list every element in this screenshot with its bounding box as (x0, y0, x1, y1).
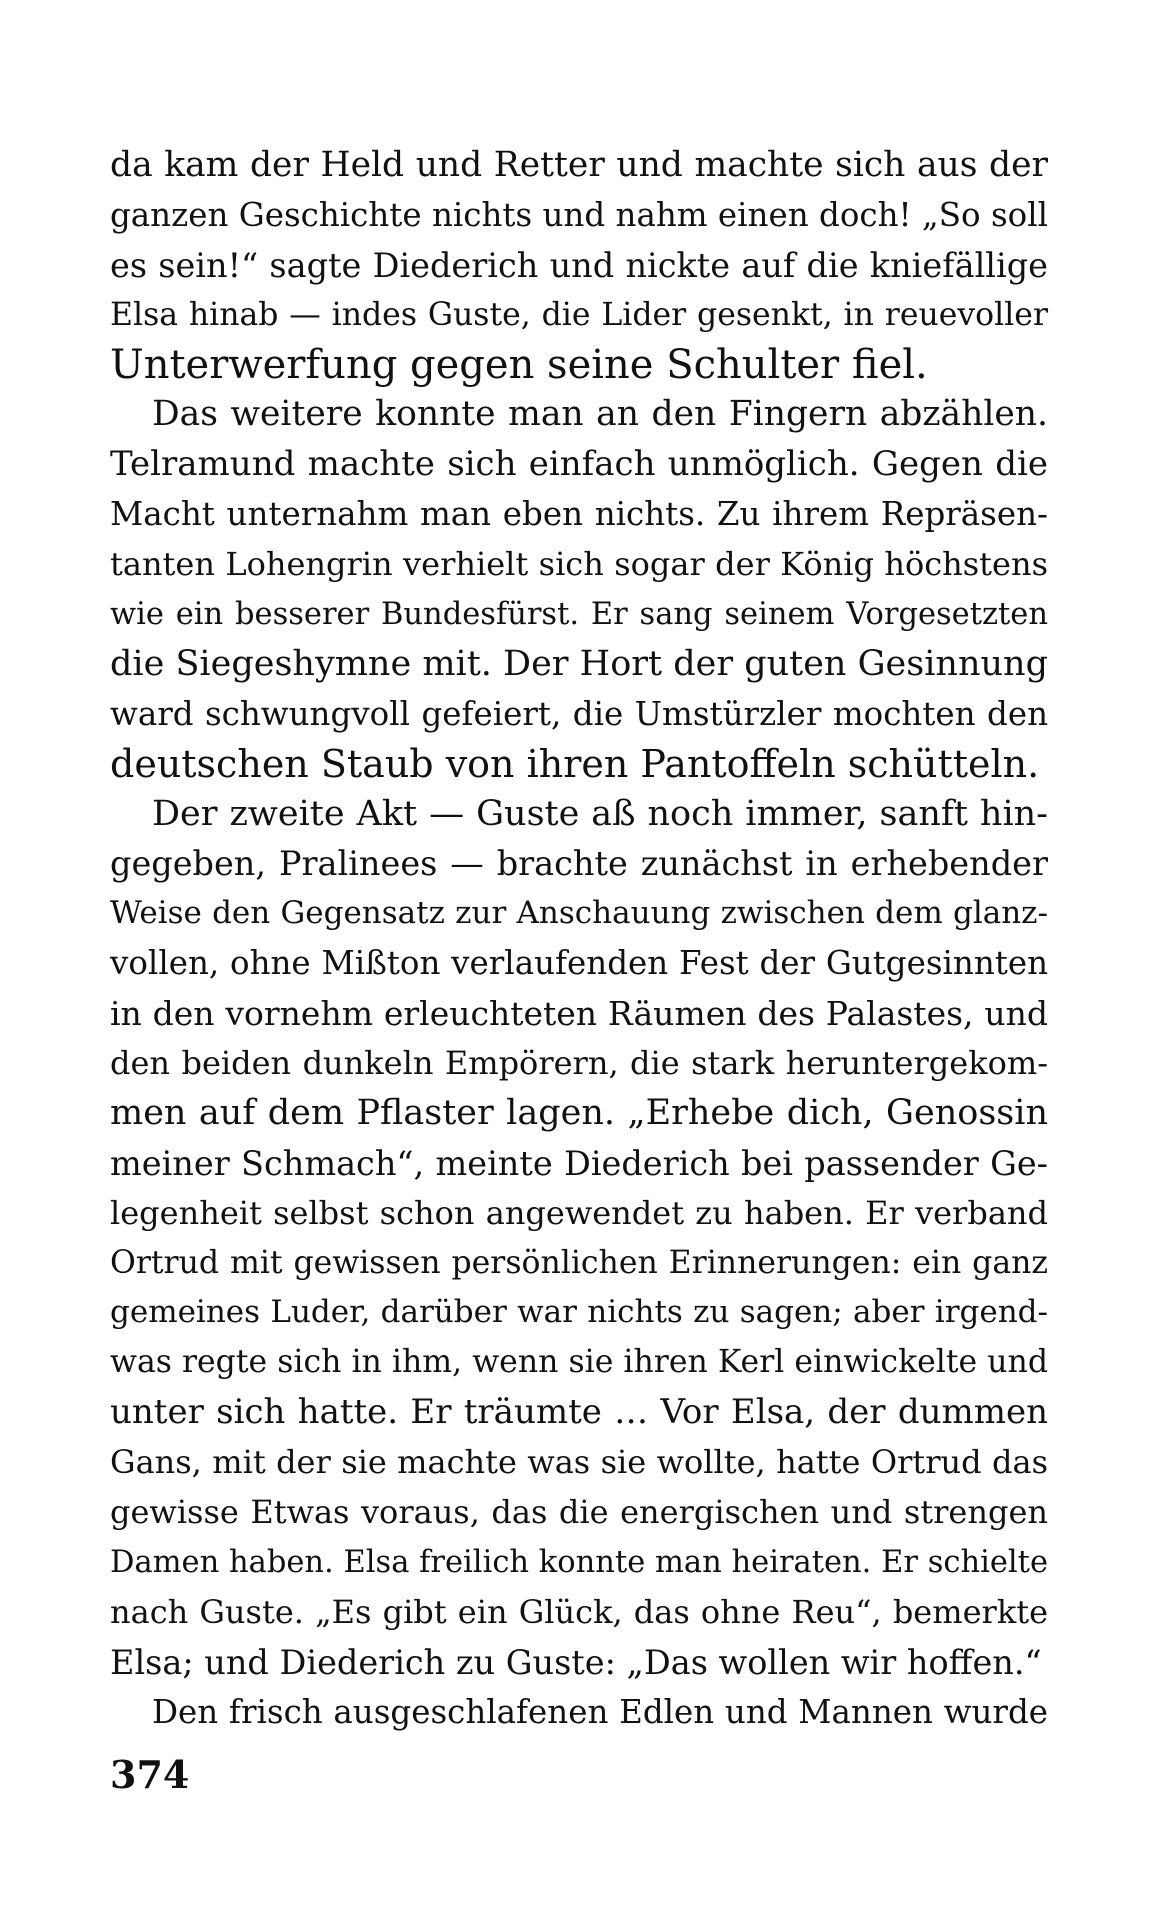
text-line: in den vornehm erleuchteten Räumen des Palastes, und (110, 994, 1048, 1034)
text-line: Elsa; und Diederich zu Guste: „Das wollen wir hoffen.“ (110, 1642, 1042, 1682)
paragraph-start-line: Das weitere konnte man an den Fingern abzählen. (152, 394, 1048, 435)
text-line: es sein!“ sagte Diederich und nickte auf die kniefällige (110, 245, 1048, 285)
text-line: ward schwungvoll gefeiert, die Umstürzler mochten den (110, 694, 1048, 733)
paragraph-start-line: Der zweite Akt — Guste aß noch immer, sanft hin- (152, 793, 1048, 834)
text-line: Weise den Gegensatz zur Anschauung zwischen dem glanz- (110, 895, 1048, 932)
text-line: deutschen Staub von ihren Pantoffeln schütteln. (110, 741, 1040, 786)
text-line: Elsa hinab — indes Guste, die Lider gesenkt, in reuevoller (110, 296, 1048, 333)
text-line: men auf dem Pflaster lagen. „Erhebe dich, Genossin (110, 1092, 1048, 1133)
text-line: gemeines Luder, darüber war nichts zu sagen; aber irgend- (110, 1294, 1048, 1331)
text-line: Ortrud mit gewissen persönlichen Erinnerungen: ein ganz (110, 1244, 1048, 1281)
text-line: Damen haben. Elsa freilich konnte man heiraten. Er schielte (110, 1544, 1048, 1580)
text-line: gewisse Etwas voraus, das die energischen und strengen (110, 1493, 1048, 1532)
text-line: meiner Schmach“, meinte Diederich bei passender Ge- (110, 1143, 1048, 1183)
text-line: vollen, ohne Mißton verlaufenden Fest der Gutgesinnten (110, 944, 1048, 983)
text-line: den beiden dunkeln Empörern, die stark heruntergekom- (110, 1044, 1048, 1083)
text-line: legenheit selbst schon angewendet zu haben. Er verband (110, 1193, 1048, 1232)
page-number: 374 (110, 1752, 190, 1797)
paragraph-start-line: Den frisch ausgeschlafenen Edlen und Mannen wurde (152, 1692, 1048, 1731)
text-line: was regte sich in ihm, wenn sie ihren Kerl einwickelte und (110, 1344, 1048, 1381)
text-line: wie ein besserer Bundesfürst. Er sang seinem Vorgesetzten (110, 597, 1048, 633)
text-line: ganzen Geschichte nichts und nahm einen doch! „So soll (110, 195, 1048, 234)
text-line: die Siegeshymne mit. Der Hort der guten Gesinnung (110, 643, 1048, 684)
text-line: Gans, mit der sie machte was sie wollte, hatte Ortrud das (110, 1443, 1048, 1482)
text-line: tanten Lohengrin verhielt sich sogar der König höchstens (110, 545, 1048, 584)
text-line: nach Guste. „Es gibt ein Glück, das ohne Reu“, bemerkte (110, 1592, 1048, 1631)
body-text (110, 141, 1048, 1738)
text-line: da kam der Held und Retter und machte sich aus der (110, 145, 1048, 185)
text-line: Macht unternahm man eben nichts. Zu ihrem Repräsen- (110, 495, 1048, 534)
text-line: unter sich hatte. Er träumte … Vor Elsa, der dummen (110, 1392, 1048, 1433)
text-line: gegeben, Pralinees — brachte zunächst in erhebender (110, 844, 1048, 884)
text-line: Telramund machte sich einfach unmöglich. Gegen die (110, 444, 1048, 485)
text-line: Unterwerfung gegen seine Schulter fiel. (110, 341, 928, 388)
